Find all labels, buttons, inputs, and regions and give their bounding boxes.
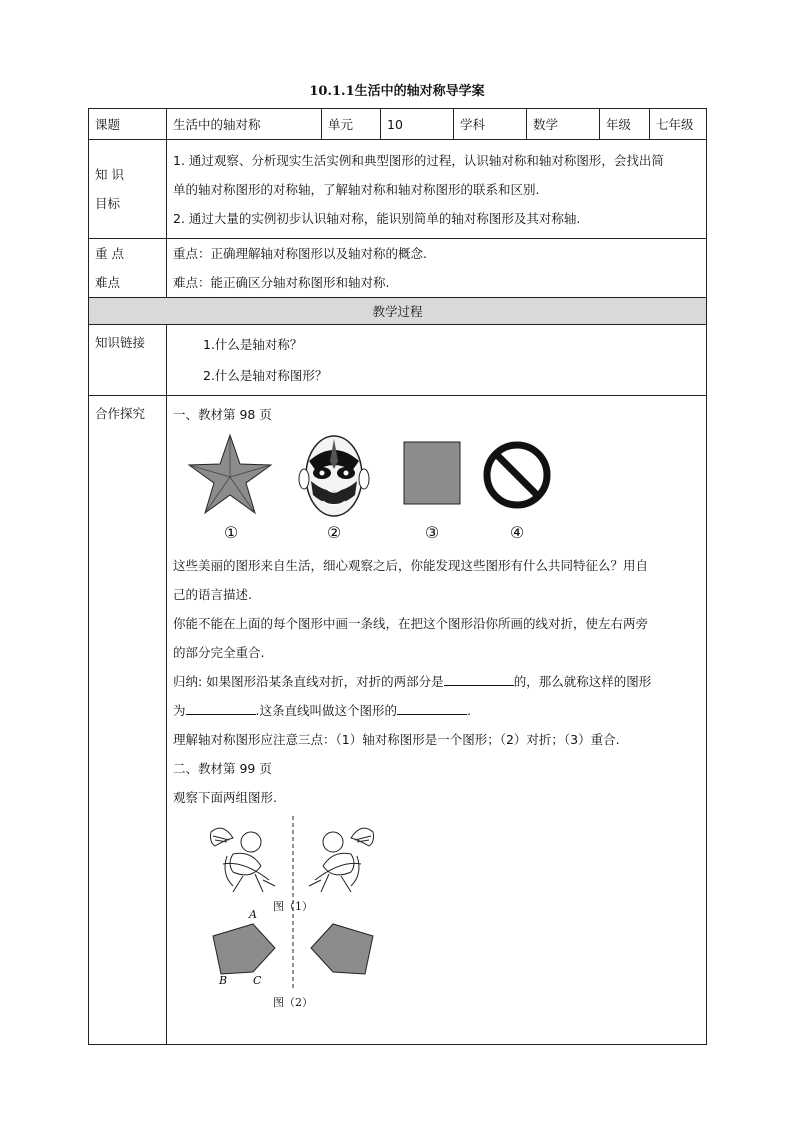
subject-value: 数学 — [527, 109, 600, 140]
unit-label: 单元 — [322, 109, 381, 140]
answer-blank-1[interactable] — [444, 673, 514, 686]
subject-label: 学科 — [454, 109, 527, 140]
section-1-heading: 一、教材第 98 页 — [173, 407, 272, 422]
question-1: 1.什么是轴对称？ — [203, 337, 303, 352]
rectangle-icon — [403, 441, 461, 505]
topic-value: 生活中的轴对称 — [167, 109, 322, 140]
keypoints-content — [167, 239, 707, 298]
figure-1-caption: 图（1） — [273, 900, 313, 913]
cooperation-row — [89, 396, 707, 1045]
paragraph-observe: 这些美丽的图形来自生活，细心观察之后，你能发现这些图形有什么共同特征么？用自 — [173, 558, 649, 573]
process-header: 教学过程 — [89, 298, 707, 325]
shape-label-3: ③ — [424, 523, 440, 542]
observe-two-groups-text: 观察下面两组图形. — [173, 790, 277, 805]
objectives-label: 知 识 目标 — [89, 140, 167, 239]
opera-mask-icon — [297, 431, 371, 521]
pentagon-left-icon — [209, 922, 279, 978]
lesson-table — [88, 108, 707, 1045]
pentagon-right-icon — [307, 922, 377, 978]
objectives-content — [167, 140, 707, 239]
topic-label: 课题 — [89, 109, 167, 140]
star-icon — [187, 433, 273, 517]
figure-2-caption: 图（2） — [273, 996, 313, 1009]
symmetry-figures — [173, 816, 700, 1016]
keypoints-row — [89, 239, 707, 298]
objective-line: 单的轴对称图形的对称轴，了解轴对称和轴对称图形的联系和区别. — [173, 181, 540, 197]
page-title: 10.1.1生活中的轴对称导学案 — [309, 84, 485, 99]
question-2: 2.什么是轴对称图形？ — [203, 368, 328, 383]
objective-line: 1. 通过观察、分析现实生活实例和典型图形的过程，认识轴对称和轴对称图形，会找出简 — [173, 152, 664, 168]
cooperation-label: 合作探究 — [89, 396, 167, 1045]
answer-blank-3[interactable] — [397, 702, 467, 715]
grade-value: 七年级 — [650, 109, 707, 140]
three-points-text: 理解轴对称图形应注意三点：（1）轴对称图形是一个图形；（2）对折；（3）重合. — [173, 732, 620, 747]
header-row — [89, 109, 707, 140]
summary-line-2: 为 .这条直线叫做这个图形的 . — [173, 703, 471, 718]
point-b-label: B — [219, 974, 228, 987]
summary-line-1: 归纳: 如果图形沿某条直线对折，对折的两部分是 的，那么就称这样的图形 — [173, 674, 652, 689]
cupid-right-icon — [301, 820, 381, 900]
cooperation-content — [167, 396, 707, 1045]
knowledge-link-row — [89, 325, 707, 396]
unit-value: 10 — [381, 109, 454, 140]
paragraph-fold: 你能不能在上面的每个图形中画一条线，在把这个图形沿你所画的线对折，使左右两旁 — [173, 616, 649, 631]
answer-blank-2[interactable] — [186, 702, 256, 715]
shape-label-4: ④ — [509, 523, 525, 542]
shape-label-2: ② — [326, 523, 342, 542]
knowledge-link-content — [167, 325, 707, 396]
difficulty-text: 难点：能正确区分轴对称图形和轴对称. — [173, 275, 390, 290]
key-point-text: 重点：正确理解轴对称图形以及轴对称的概念. — [173, 246, 427, 261]
paragraph-fold-cont: 的部分完全重合. — [173, 645, 265, 660]
shapes-figure — [173, 431, 700, 551]
prohibition-sign-icon — [481, 439, 553, 511]
point-a-label: A — [249, 908, 257, 921]
objectives-row — [89, 140, 707, 239]
paragraph-observe-cont: 己的语言描述. — [173, 587, 252, 602]
objective-line: 2. 通过大量的实例初步认识轴对称，能识别简单的轴对称图形及其对称轴. — [173, 210, 581, 226]
point-c-label: C — [253, 974, 262, 987]
cupid-left-icon — [203, 820, 283, 900]
grade-label: 年级 — [600, 109, 650, 140]
keypoints-label: 重 点 难点 — [89, 239, 167, 298]
knowledge-link-label: 知识链接 — [89, 325, 167, 396]
process-header-row — [89, 298, 707, 325]
shape-label-1: ① — [223, 523, 239, 542]
section-2-heading: 二、教材第 99 页 — [173, 761, 272, 776]
